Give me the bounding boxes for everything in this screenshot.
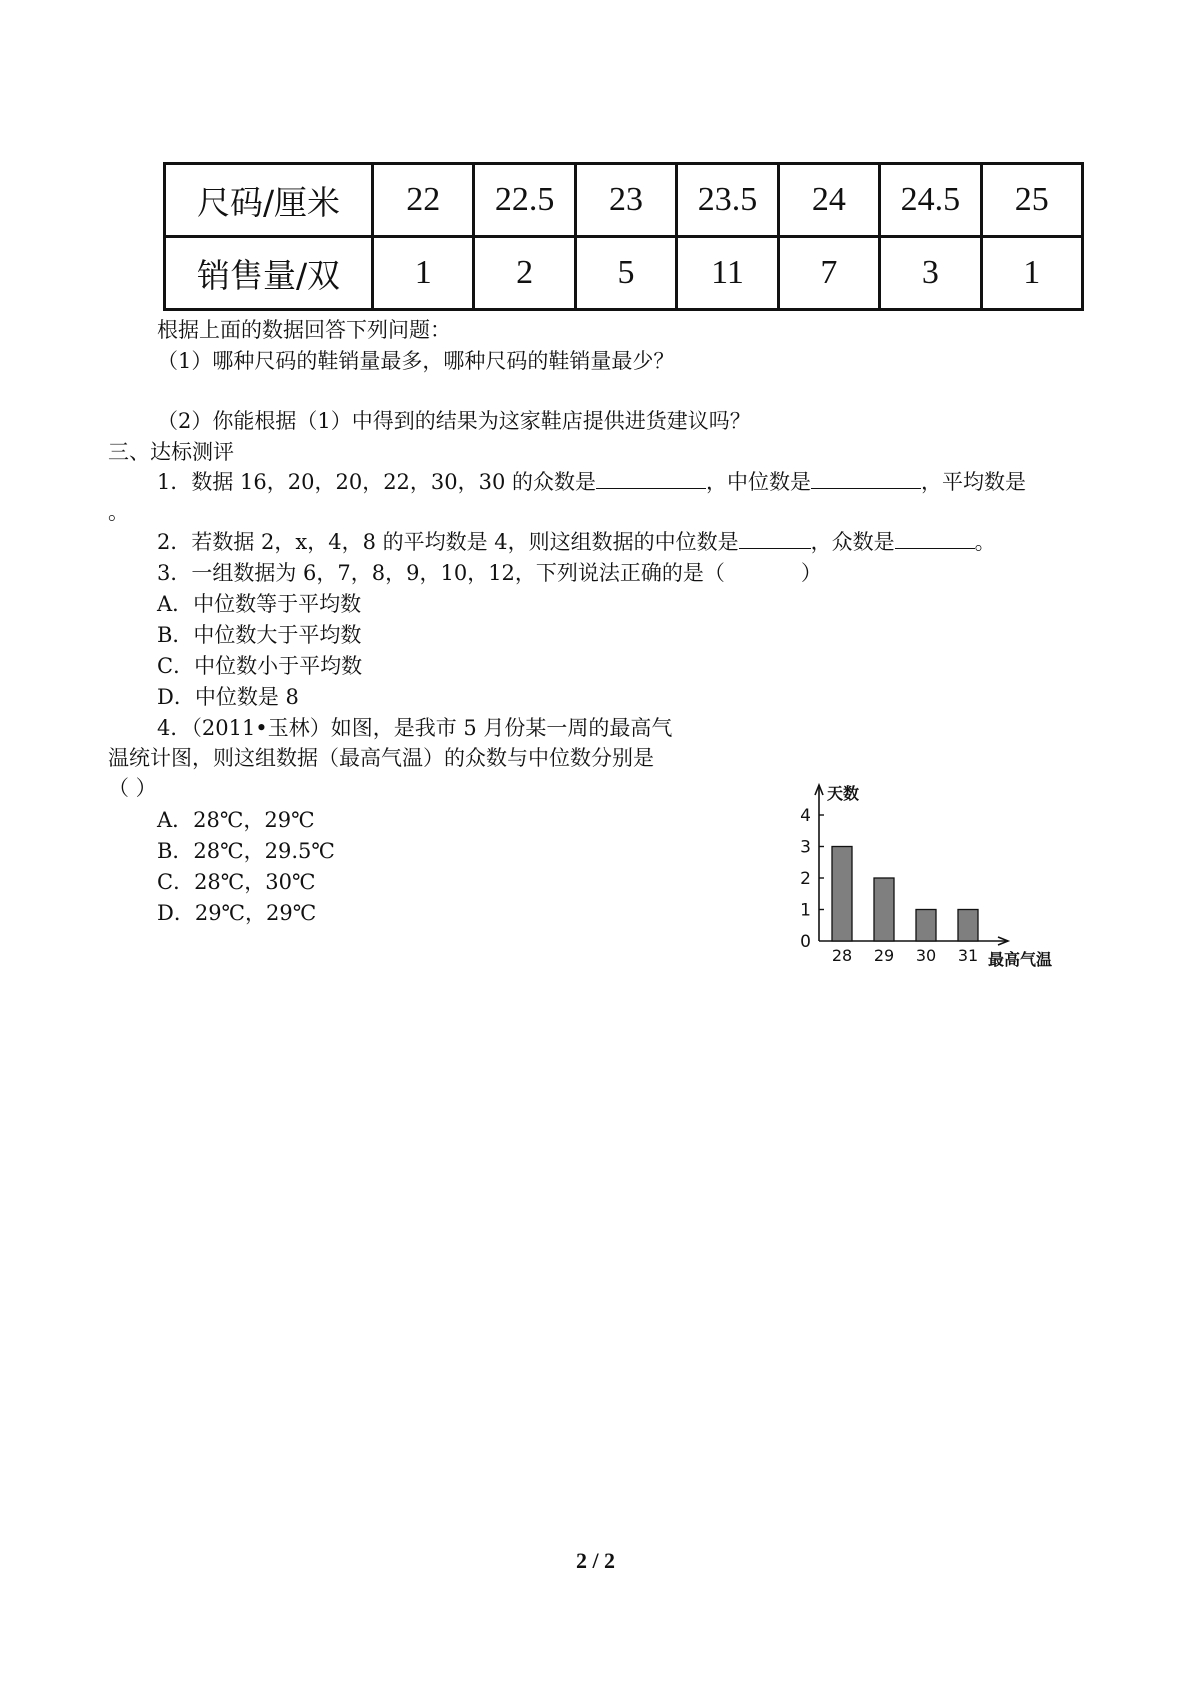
temperature-bar-chart xyxy=(780,752,1080,984)
row-header-sales: 销售量/双 xyxy=(165,237,373,310)
option-d: D．29℃，29℃ xyxy=(157,901,317,925)
option-c: C．中位数小于平均数 xyxy=(157,654,363,678)
sales-cell: 5 xyxy=(575,237,676,310)
answer-blank[interactable] xyxy=(811,468,921,489)
problem-2: 2．若数据 2，x，4，8 的平均数是 4，则这组数据的中位数是 ，众数是 。 xyxy=(157,530,996,554)
size-cell: 24.5 xyxy=(880,164,981,237)
bar xyxy=(832,847,852,942)
size-cell: 23.5 xyxy=(677,164,778,237)
problem-4-line2: 温统计图，则这组数据（最高气温）的众数与中位数分别是 xyxy=(108,746,654,770)
sales-cell: 11 xyxy=(677,237,778,310)
shoe-size-table xyxy=(163,162,1084,311)
problem-1-end: 。 xyxy=(108,500,129,524)
sales-cell: 1 xyxy=(373,237,474,310)
sales-cell: 2 xyxy=(474,237,575,310)
size-cell: 22.5 xyxy=(474,164,575,237)
question-1: （1）哪种尺码的鞋销量最多，哪种尺码的鞋销量最少？ xyxy=(157,349,675,373)
problem-4-line1: 4．（2011•玉林）如图，是我市 5 月份某一周的最高气 xyxy=(157,716,673,740)
problem-1: 1．数据 16，20，20，22，30，30 的众数是 ，中位数是 ，平均数是 xyxy=(157,470,1027,494)
sales-cell: 3 xyxy=(880,237,981,310)
answer-blank[interactable] xyxy=(895,528,975,549)
option-d: D．中位数是 8 xyxy=(157,685,299,709)
y-tick-label: 4 xyxy=(800,806,811,826)
answer-blank[interactable] xyxy=(596,468,706,489)
y-axis-label: 天数 xyxy=(827,784,860,803)
answer-blank[interactable] xyxy=(739,528,811,549)
option-a: A．28℃，29℃ xyxy=(157,808,315,832)
size-cell: 22 xyxy=(373,164,474,237)
size-cell: 24 xyxy=(778,164,879,237)
x-tick-label: 28 xyxy=(831,946,853,965)
problem-4-paren: （ ） xyxy=(108,776,157,800)
option-c: C．28℃，30℃ xyxy=(157,870,316,894)
bar xyxy=(958,910,978,942)
y-tick-label: 0 xyxy=(800,932,811,952)
x-tick-label: 31 xyxy=(957,946,979,965)
bar xyxy=(916,910,936,942)
question-2: （2）你能根据（1）中得到的结果为这家鞋店提供进货建议吗？ xyxy=(157,409,751,433)
x-tick-label: 30 xyxy=(915,946,937,965)
y-tick-label: 2 xyxy=(800,869,811,889)
section-heading: 三、达标测评 xyxy=(108,440,234,464)
x-axis-label: 最高气温 xyxy=(988,950,1053,969)
row-header-size: 尺码/厘米 xyxy=(165,164,373,237)
page-number: 2 / 2 xyxy=(575,1548,616,1573)
sales-cell: 1 xyxy=(981,237,1082,310)
sales-cell: 7 xyxy=(778,237,879,310)
x-tick-label: 29 xyxy=(873,946,895,965)
intro-text: 根据上面的数据回答下列问题： xyxy=(157,318,451,342)
option-a: A．中位数等于平均数 xyxy=(157,592,362,616)
option-b: B．28℃，29.5℃ xyxy=(157,839,335,863)
problem-3: 3．一组数据为 6，7，8，9，10，12，下列说法正确的是（ ） xyxy=(157,561,822,585)
bar xyxy=(874,878,894,941)
size-cell: 25 xyxy=(981,164,1082,237)
option-b: B．中位数大于平均数 xyxy=(157,623,362,647)
table-row xyxy=(165,164,1083,237)
size-cell: 23 xyxy=(575,164,676,237)
y-tick-label: 1 xyxy=(800,900,811,921)
chart-svg xyxy=(780,752,1080,984)
y-tick-label: 3 xyxy=(800,837,811,858)
table-row xyxy=(165,237,1083,310)
